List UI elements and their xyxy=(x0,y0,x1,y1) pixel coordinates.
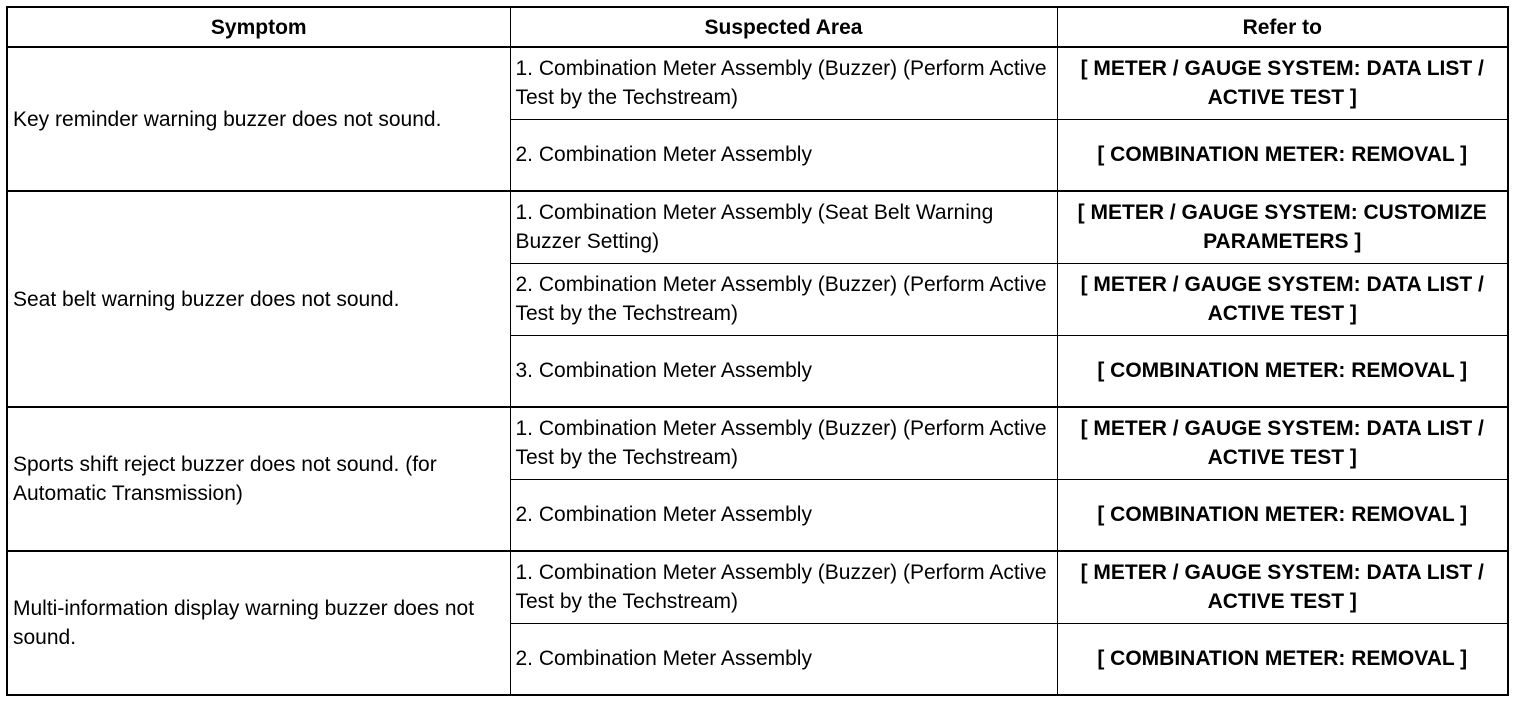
refer-to-link[interactable]: [ METER / GAUGE SYSTEM: CUSTOMIZE PARAMETERS ] xyxy=(1057,191,1508,263)
suspected-area-cell: 1. Combination Meter Assembly (Buzzer) (Perform Active Test by the Techstream) xyxy=(510,47,1057,119)
refer-to-link[interactable]: [ COMBINATION METER: REMOVAL ] xyxy=(1057,335,1508,407)
symptom-cell: Key reminder warning buzzer does not sound. xyxy=(7,47,510,191)
table-row xyxy=(7,551,1508,623)
header-refer-to: Refer to xyxy=(1057,7,1508,47)
refer-to-link[interactable]: [ METER / GAUGE SYSTEM: DATA LIST / ACTIVE TEST ] xyxy=(1057,47,1508,119)
refer-to-link[interactable]: [ COMBINATION METER: REMOVAL ] xyxy=(1057,479,1508,551)
symptom-cell: Seat belt warning buzzer does not sound. xyxy=(7,191,510,407)
header-symptom: Symptom xyxy=(7,7,510,47)
suspected-area-cell: 3. Combination Meter Assembly xyxy=(510,335,1057,407)
table-row xyxy=(7,191,1508,263)
refer-to-link[interactable]: [ METER / GAUGE SYSTEM: DATA LIST / ACTIVE TEST ] xyxy=(1057,263,1508,335)
table-row xyxy=(7,47,1508,119)
suspected-area-cell: 2. Combination Meter Assembly xyxy=(510,479,1057,551)
symptom-cell: Multi-information display warning buzzer does not sound. xyxy=(7,551,510,695)
symptom-cell: Sports shift reject buzzer does not sound. (for Automatic Transmission) xyxy=(7,407,510,551)
suspected-area-cell: 1. Combination Meter Assembly (Seat Belt Warning Buzzer Setting) xyxy=(510,191,1057,263)
suspected-area-cell: 2. Combination Meter Assembly xyxy=(510,623,1057,695)
suspected-area-cell: 2. Combination Meter Assembly (Buzzer) (Perform Active Test by the Techstream) xyxy=(510,263,1057,335)
suspected-area-cell: 1. Combination Meter Assembly (Buzzer) (Perform Active Test by the Techstream) xyxy=(510,551,1057,623)
refer-to-link[interactable]: [ METER / GAUGE SYSTEM: DATA LIST / ACTIVE TEST ] xyxy=(1057,551,1508,623)
refer-to-link[interactable]: [ METER / GAUGE SYSTEM: DATA LIST / ACTIVE TEST ] xyxy=(1057,407,1508,479)
suspected-area-cell: 1. Combination Meter Assembly (Buzzer) (Perform Active Test by the Techstream) xyxy=(510,407,1057,479)
symptom-table xyxy=(6,6,1509,696)
refer-to-link[interactable]: [ COMBINATION METER: REMOVAL ] xyxy=(1057,623,1508,695)
header-row xyxy=(7,7,1508,47)
suspected-area-cell: 2. Combination Meter Assembly xyxy=(510,119,1057,191)
table-row xyxy=(7,407,1508,479)
refer-to-link[interactable]: [ COMBINATION METER: REMOVAL ] xyxy=(1057,119,1508,191)
header-suspected-area: Suspected Area xyxy=(510,7,1057,47)
